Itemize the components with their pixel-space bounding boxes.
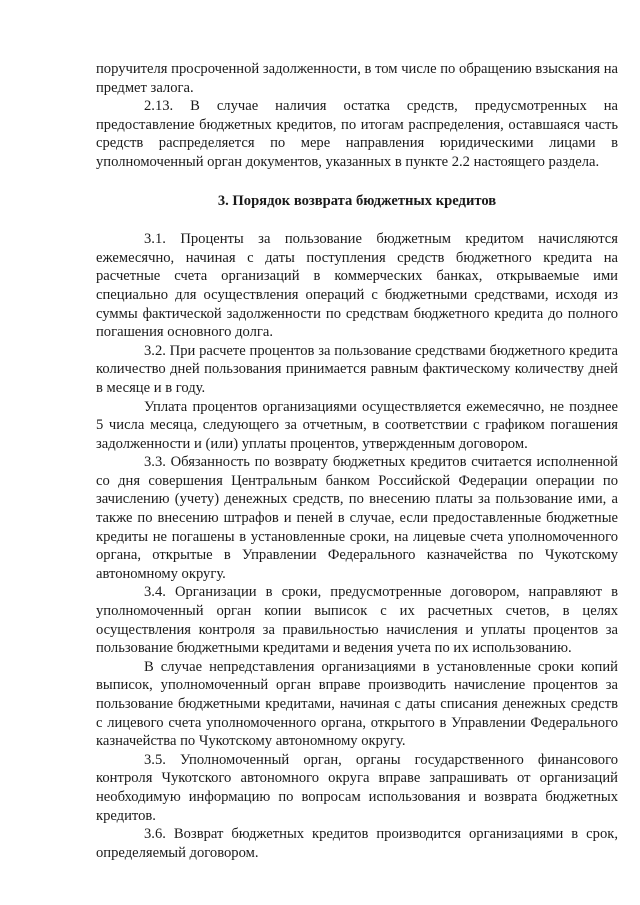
paragraph-3-3: 3.3. Обязанность по возврату бюджетных кредитов считается исполненной со дня совершения Центральным банком Российской Федерации операции по зачислению (учету) денежных средств, по внесению платы за пользование ими, а также по внесению штрафов и пеней в случае, если предоставленные бюджетные кредиты не погашены в установленные сроки, на лицевые счета уполномоченного органа, открытые в Управлении Федерального казначейства по Чукотскому автономному округу.: [96, 454, 618, 582]
document-page: [96, 60, 618, 862]
paragraph-nonsubmission: В случае непредставления организациями в установленные сроки копий выписок, уполномоченный орган вправе производить начисление процентов за пользование бюджетными кредитами, начиная с даты списания денежных средств с лицевого счета уполномоченного органа, открытого в Управлении Федерального казначейства по Чукотскому автономному округу.: [96, 658, 618, 750]
paragraph-interest-payment: Уплата процентов организациями осуществляется ежемесячно, не позднее 5 числа месяца, следующего за отчетным, в соответствии с графиком погашения задолженности и (или) уплаты процентов, утвержденным договором.: [96, 398, 618, 452]
paragraph-3-2: 3.2. При расчете процентов за пользование средствами бюджетного кредита количество дней пользования принимается равным фактическому количеству дней в месяце и в году.: [96, 342, 618, 396]
paragraph-3-5: 3.5. Уполномоченный орган, органы государственного финансового контроля Чукотского автономного округа вправе запрашивать от организаций необходимую информацию по вопросам использования и возврата бюджетных кредитов.: [96, 751, 618, 824]
paragraph-2-13: 2.13. В случае наличия остатка средств, предусмотренных на предоставление бюджетных кредитов, по итогам распределения, оставшаяся часть средств распределяется по мере направления юридическими лицами в уполномоченный орган документов, указанных в пункте 2.2 настоящего раздела.: [96, 98, 618, 170]
section-heading: 3. Порядок возврата бюджетных кредитов: [217, 192, 497, 209]
paragraph-3-4: 3.4. Организации в сроки, предусмотренные договором, направляют в уполномоченный орган копии выписок с их расчетных счетов, в целях осуществления контроля за правильностью начисления и уплаты процентов за пользование бюджетными кредитами и ведения учета по их использованию.: [96, 584, 618, 657]
paragraph-3-1: 3.1. Проценты за пользование бюджетным кредитом начисляются ежемесячно, начиная с даты поступления средств бюджетного кредита на расчетные счета организаций в коммерческих банках, открываемые ими специально для осуществления операций с бюджетными средствами, исходя из суммы фактической задолженности по средствам бюджетного кредита до полного погашения основного долга.: [96, 231, 618, 341]
paragraph-continuation: поручителя просроченной задолженности, в том числе по обращению взыскания на предмет залога.: [96, 61, 618, 96]
paragraph-3-6: 3.6. Возврат бюджетных кредитов производится организациями в срок, определяемый договором.: [96, 826, 618, 861]
